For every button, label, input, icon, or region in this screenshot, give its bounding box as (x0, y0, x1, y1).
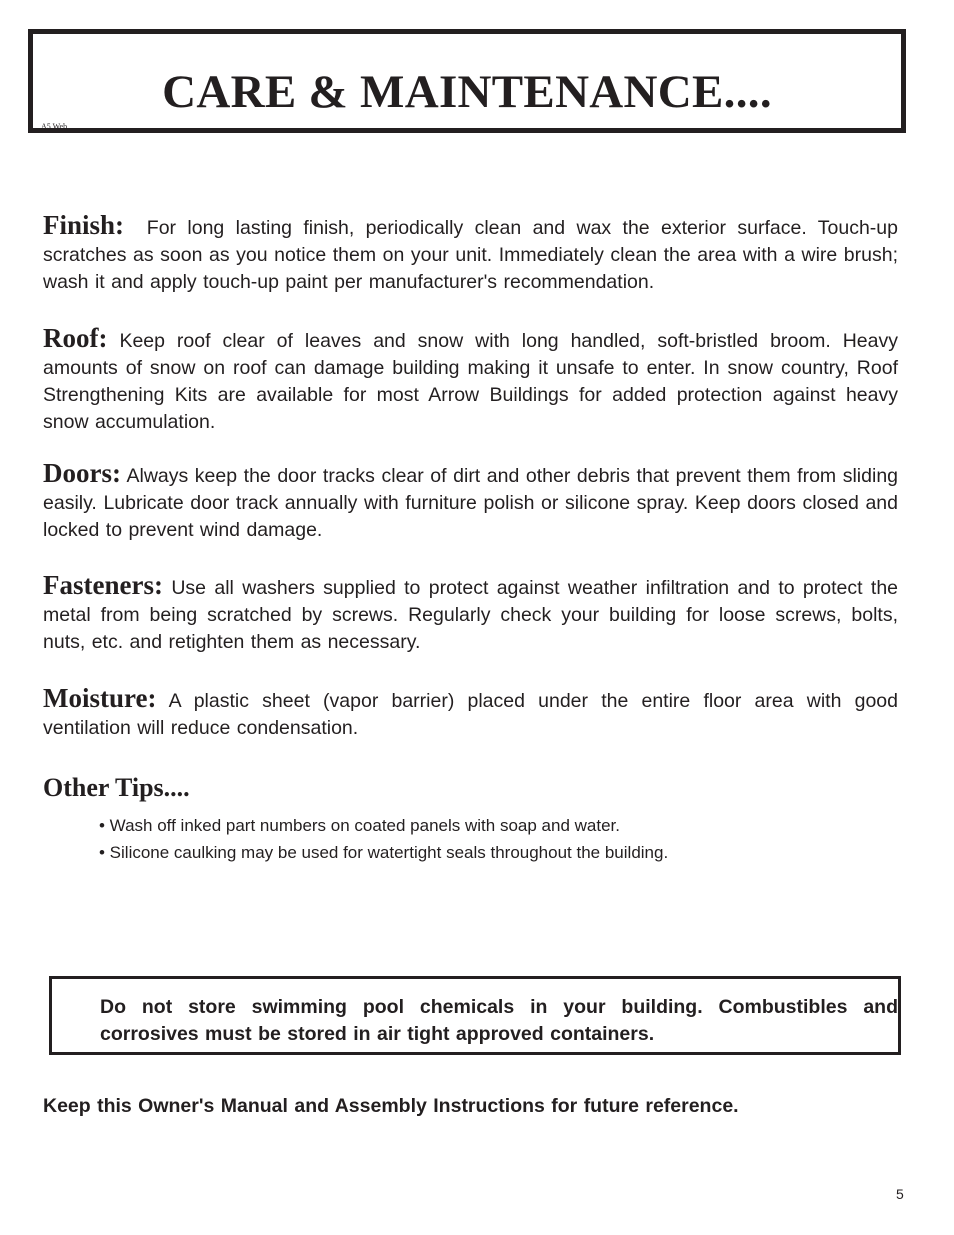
warning-box (49, 976, 901, 1055)
section-text: Use all washers supplied to protect against weather infiltration and to protect the metal from being scratched by screws. Regularly check your building for loose screws, bolts, nuts, etc. and retighten them as necessary. (43, 577, 899, 653)
list-item: • Wash off inked part numbers on coated panels with soap and water. (99, 816, 620, 835)
other-tips-heading: Other Tips.... (43, 773, 190, 802)
section-text: Always keep the door tracks clear of dirt and other debris that prevent them from sliding easily. Lubricate door track annually with furniture polish or silicone spray. Keep doors closed and locked to prevent wind damage. (43, 465, 899, 541)
list-item: • Silicone caulking may be used for watertight seals throughout the building. (99, 843, 669, 862)
page-title: CARE & MAINTENANCE.... (162, 66, 772, 118)
section-text: Keep roof clear of leaves and snow with long handled, soft-bristled broom. Heavy amounts of snow on roof can damage building making it unsafe to enter. In snow country, Roof Strengthening Kits are available for most Arrow Buildings for added protection against heavy snow accumulation. (43, 330, 898, 433)
section-finish (43, 212, 898, 296)
section-label: Roof: (43, 323, 108, 353)
section-moisture (43, 685, 898, 742)
section-label: Fasteners: (43, 570, 163, 600)
section-roof (43, 325, 898, 436)
title-banner (28, 29, 906, 133)
section-label: Moisture: (43, 683, 157, 713)
other-tips-list (99, 812, 668, 866)
footer-note: Keep this Owner's Manual and Assembly Instructions for future reference. (43, 1095, 739, 1117)
section-text: A plastic sheet (vapor barrier) placed under the entire floor area with good ventilation will reduce condensation. (43, 690, 898, 739)
section-text: For long lasting finish, periodically clean and wax the exterior surface. Touch-up scratches as soon as you notice them on your unit. Immediately clean the area with a wire brush; wash it and apply touch-up paint per manufacturer's recommendation. (43, 217, 898, 293)
page-number: 5 (896, 1186, 904, 1202)
document-code: A5 Web (41, 122, 68, 131)
section-fasteners (43, 572, 898, 656)
section-label: Doors: (43, 458, 121, 488)
section-label: Finish: (43, 210, 125, 240)
section-doors (43, 460, 898, 544)
warning-text: Do not store swimming pool chemicals in your building. Combustibles and corrosives must be stored in air tight approved containers. (100, 996, 898, 1045)
